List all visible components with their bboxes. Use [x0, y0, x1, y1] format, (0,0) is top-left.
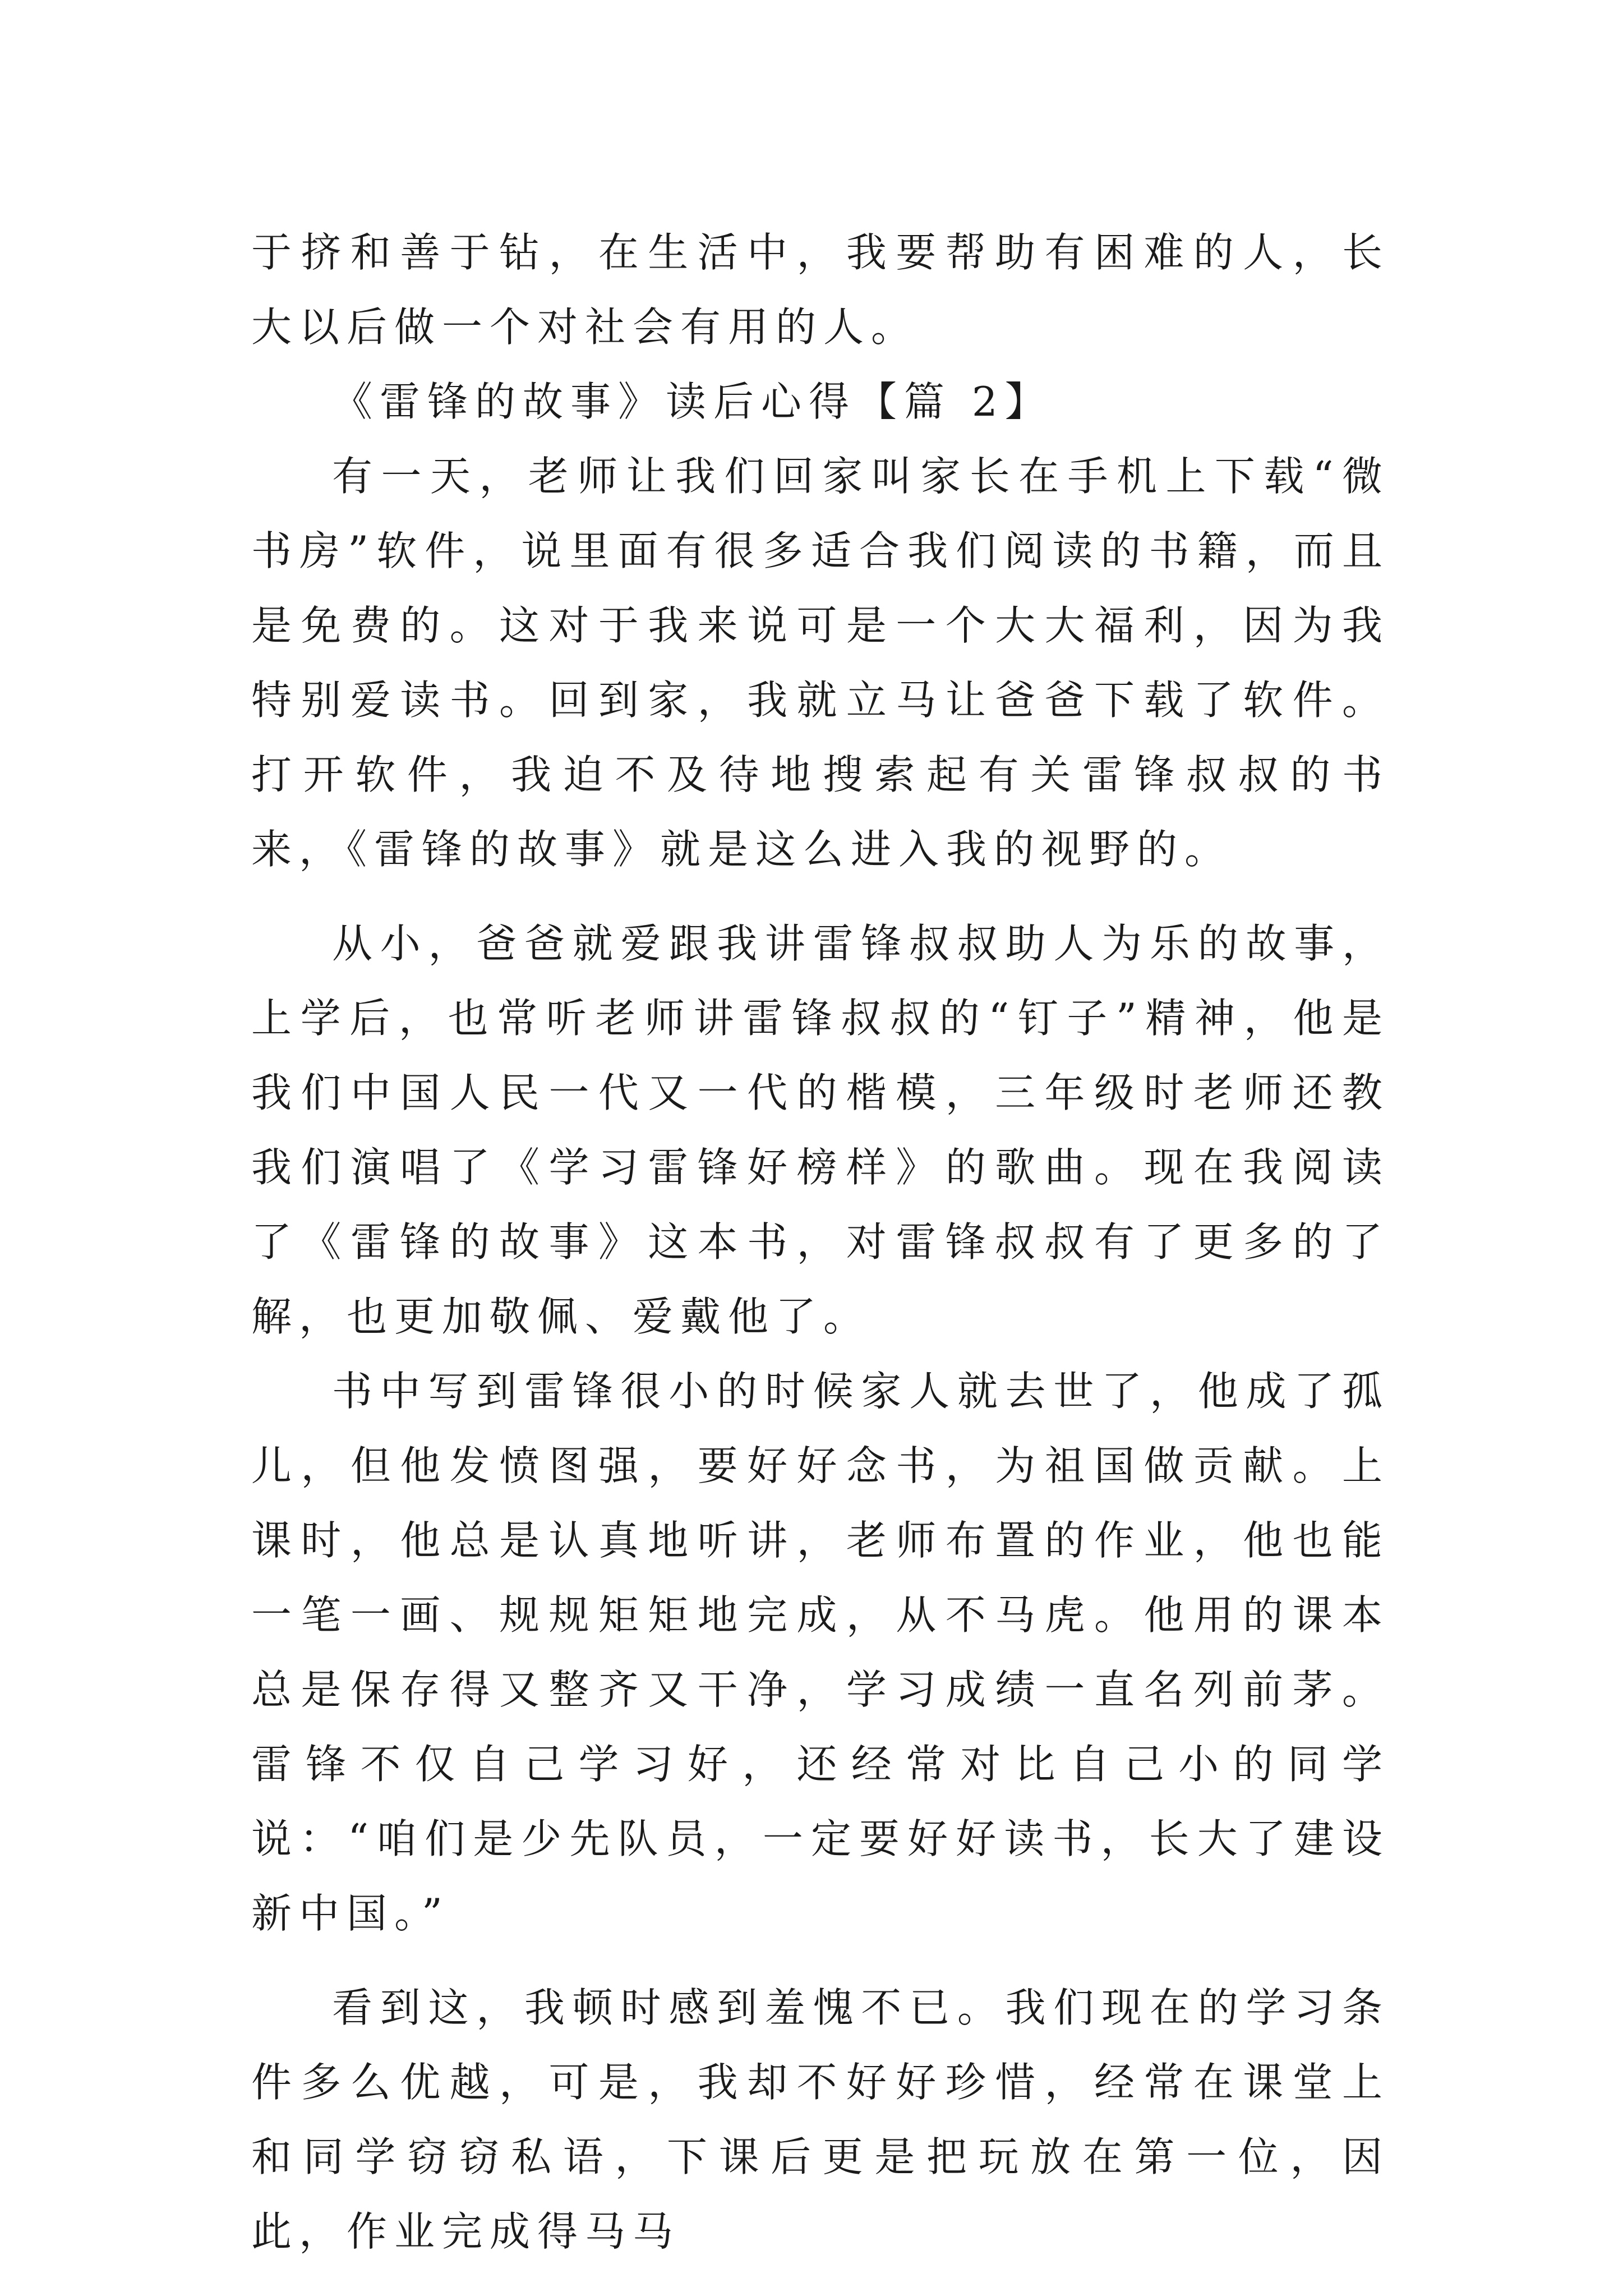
body-paragraph-1: 有一天，老师让我们回家叫家长在手机上下载“微书房”软件，说里面有很多适合我们阅读的书籍，而且是免费的。这对于我来说可是一个大大福利，因为我特别爱读书。回到家，我就立马让爸爸下载了软件。打开软件，我迫不及待地搜索起有关雷锋叔叔的书来，《雷锋的故事》就是这么进入我的视野的。: [251, 453, 1390, 873]
document-body: [251, 215, 1390, 2269]
body-paragraph-3: 书中写到雷锋很小的时候家人就去世了，他成了孤儿，但他发愤图强，要好好念书，为祖国做贡献。上课时，他总是认真地听讲，老师布置的作业，他也能一笔一画、规规矩矩地完成，从不马虎。他用的课本总是保存得又整齐又干净，学习成绩一直名列前茅。雷锋不仅自己学习好，还经常对比自己小的同学说：“咱们是少先队员，一定要好好读书，长大了建设新中国。”: [251, 1368, 1390, 1937]
body-paragraph-2: 从小，爸爸就爱跟我讲雷锋叔叔助人为乐的故事，上学后，也常听老师讲雷锋叔叔的“钉子”精神，他是我们中国人民一代又一代的楷模，三年级时老师还教我们演唱了《学习雷锋好榜样》的歌曲。现在我阅读了《雷锋的故事》这本书，对雷锋叔叔有了更多的了解，也更加敬佩、爱戴他了。: [251, 920, 1390, 1340]
continuation-paragraph: 于挤和善于钻，在生活中，我要帮助有困难的人，长大以后做一个对社会有用的人。: [251, 229, 1390, 351]
section-title: 《雷锋的故事》读后心得【篇 2】: [332, 378, 1053, 425]
body-paragraph-4: 看到这，我顿时感到羞愧不已。我们现在的学习条件多么优越，可是，我却不好好珍惜，经常在课堂上和同学窃窃私语，下课后更是把玩放在第一位，因此，作业完成得马马: [251, 1984, 1390, 2255]
